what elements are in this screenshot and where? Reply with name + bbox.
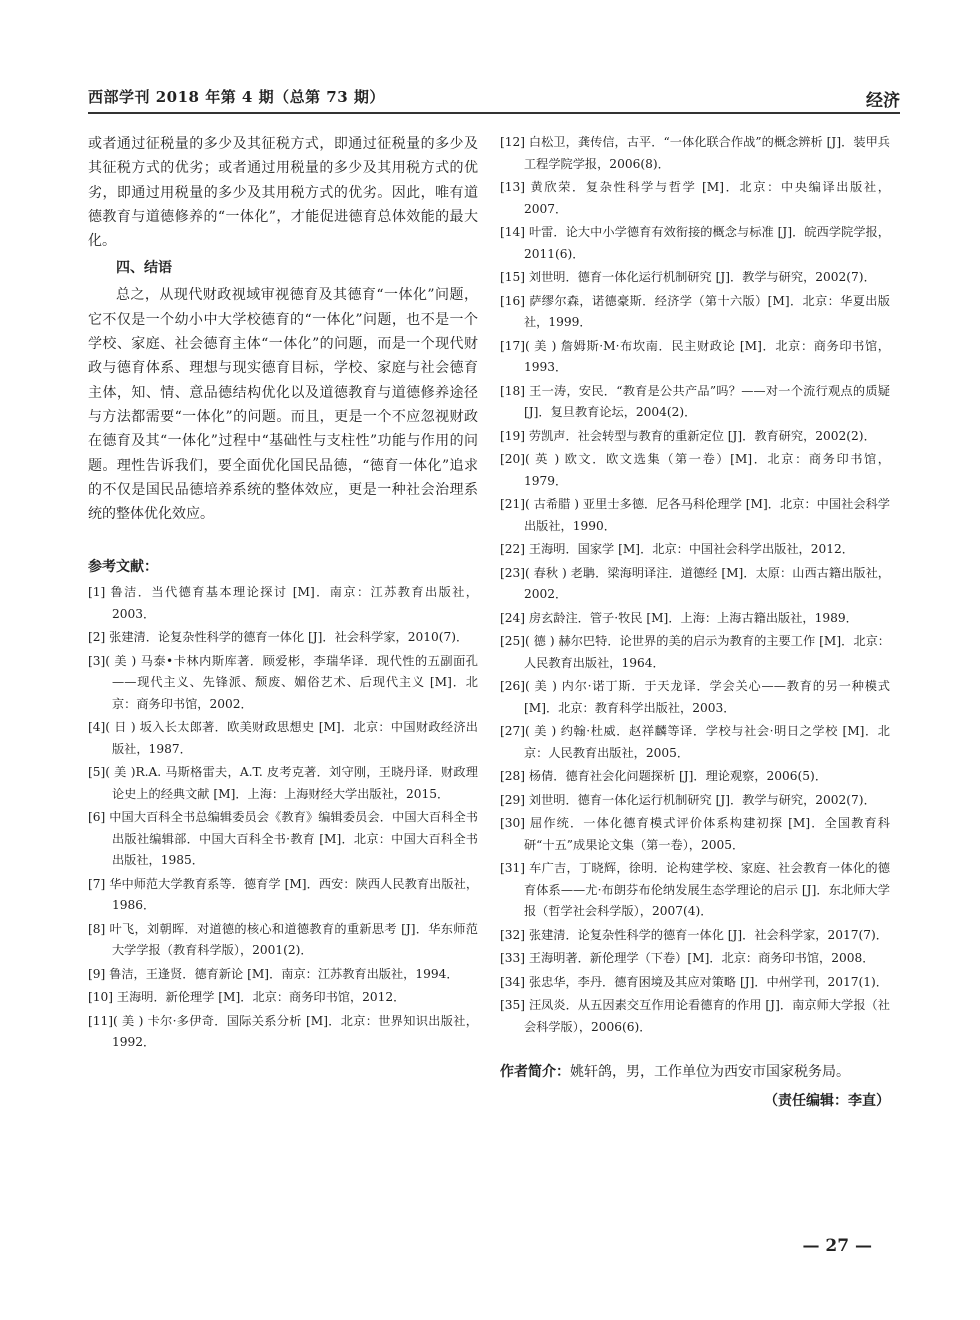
reference-list-left (88, 582, 478, 1054)
reference-item: [23]( 春秋 ) 老聃．梁海明译注．道德经 [M]．太原：山西古籍出版社，2002． (500, 565, 890, 601)
section-heading-conclusion: 四、结语 (116, 260, 172, 277)
section-label: 经济 (866, 91, 900, 111)
reference-item: [20]( 英 ) 欧文．欧文选集（第一卷）[M]．北京：商务印书馆，1979． (500, 452, 890, 488)
reference-list-right (500, 132, 890, 1038)
reference-item: [25]( 德 ) 赫尔巴特．论世界的美的启示为教育的主要工作 [M]．北京：人民教育出版社，1964． (500, 634, 890, 670)
responsible-editor: （责任编辑：李直） (764, 1093, 890, 1109)
reference-item: [31] 车广吉，丁晓辉，徐明．论构建学校、家庭、社会教育一体化的德育体系——尤·布朗芬布伦纳发展生态学理论的启示 [J]．东北师大学报（哲学社会科学版），2007(4)． (500, 861, 890, 918)
reference-item: [27]( 美 ) 约翰·杜威．赵祥麟等译．学校与社会·明日之学校 [M]．北京：人民教育出版社，2005． (500, 724, 890, 760)
right-column (500, 132, 890, 1110)
reference-item: [5]( 美 )R.A. 马斯格雷夫，A.T. 皮考克著．刘守刚，王晓丹译．财政理论史上的经典文献 [M]．上海：上海财经大学出版社，2015． (88, 765, 478, 801)
reference-item: [12] 白松卫，龚传信，古平．“一体化联合作战”的概念辨析 [J]．装甲兵工程学院学报，2006(8)． (500, 135, 890, 171)
reference-item: [4]( 日 ) 坂入长太郎著．欧美财政思想史 [M]．北京：中国财政经济出版社，1987． (88, 720, 478, 756)
reference-item: [9] 鲁洁，王逢贤．德育新论 [M]．南京：江苏教育出版社，1994． (88, 966, 459, 981)
reference-item: [28] 杨倩．德育社会化问题探析 [J]．理论观察，2006(5)． (500, 769, 828, 783)
reference-item: [22] 王海明．国家学 [M]．北京：中国社会科学出版社，2012． (500, 542, 854, 556)
author-text: 姚轩鸽，男，工作单位为西安市国家税务局。 (570, 1064, 850, 1080)
reference-item: [21]( 古希腊 ) 亚里士多德．尼各马科伦理学 [M]．北京：中国社会科学出版社，1990． (500, 497, 890, 533)
reference-item: [6] 中国大百科全书总编辑委员会《教育》编辑委员会．中国大百科全书出版社编辑部．中国大百科全书·教育 [M]．北京：中国大百科全书出版社，1985． (88, 810, 478, 868)
references-title: 参考文献： (88, 559, 158, 576)
reference-item: [29] 刘世明．德育一体化运行机制研究 [J]．教学与研究，2002(7)． (500, 792, 876, 807)
reference-item: [33] 王海明著．新伦理学（下卷）[M]．北京：商务印书馆，2008． (500, 951, 875, 965)
author-label: 作者简介： (500, 1064, 570, 1080)
reference-item: [19] 劳凯声．社会转型与教育的重新定位 [J]．教育研究，2002(2)． (500, 428, 876, 443)
reference-item: [14] 叶雷．论大中小学德育有效衔接的概念与标准 [J]．皖西学院学报，2011(6)． (500, 225, 890, 261)
page-header (88, 78, 900, 114)
reference-item: [2] 张建清．论复杂性科学的德育一体化 [J]．社会科学家，2010(7)． (88, 630, 469, 645)
reference-item: [34] 张忠华，李丹．德育困境及其应对策略 [J]．中州学刊，2017(1)． (500, 974, 888, 989)
reference-item: [32] 张建清．论复杂性科学的德育一体化 [J]．社会科学家，2017(7)． (500, 927, 888, 942)
reference-item: [7] 华中师范大学教育系等．德育学 [M]．西安：陕西人民教育出版社，1986． (88, 876, 478, 913)
reference-item: [15] 刘世明．德育一体化运行机制研究 [J]．教学与研究，2002(7)． (500, 270, 876, 284)
header-rule (88, 112, 900, 114)
reference-item: [17]( 美 ) 詹姆斯·M·布坎南．民主财政论 [M]．北京：商务印书馆，1993． (500, 338, 890, 374)
author-bio (500, 1060, 890, 1084)
reference-item: [35] 汪凤炎．从五因素交互作用论看德育的作用 [J]．南京师大学报（社会科学版），2006(6)． (500, 998, 890, 1034)
reference-item: [11]( 美 ) 卡尔·多伊奇．国际关系分析 [M]．北京：世界知识出版社，1992． (88, 1013, 478, 1050)
reference-item: [24] 房玄龄注．管子·牧民 [M]．上海：上海古籍出版社，1989． (500, 610, 858, 625)
journal-title: 西部学刊 2018 年第 4 期（总第 73 期） (88, 88, 385, 106)
body-paragraph-1: 或者通过征税量的多少及其征税方式，即通过征税量的多少及其征税方式的优劣；或者通过用税量的多少及其用税方式的优劣，即通过用税量的多少及其用税方式的优劣。因此，唯有道德教育与道德修养的“一体化”，才能促进德育总体效能的最大化。 (88, 136, 478, 250)
page-number: — 27 — (802, 1236, 872, 1256)
left-column (88, 132, 478, 1056)
reference-item: [1] 鲁洁．当代德育基本理论探讨 [M]．南京：江苏教育出版社，2003． (88, 585, 478, 621)
reference-item: [10] 王海明．新伦理学 [M]．北京：商务印书馆，2012． (88, 990, 406, 1005)
reference-item: [30] 屈作统．一体化德育模式评价体系构建初探 [M]．全国教育科研“十五”成果论文集（第一卷），2005． (500, 816, 890, 852)
reference-item: [26]( 美 ) 内尔·诺丁斯．于天龙译．学会关心——教育的另一种模式 [M]．北京：教育科学出版社，2003． (500, 679, 890, 715)
reference-item: [3]( 美 ) 马泰•卡林内斯库著．顾爱彬，李瑞华译．现代性的五副面孔——现代主义、先锋派、颓废、媚俗艺术、后现代主义 [M]．北京：商务印书馆，2002． (88, 653, 478, 711)
reference-item: [8] 叶飞，刘朝晖．对道德的核心和道德教育的重新思考 [J]．华东师范大学学报（教育科学版），2001(2)． (88, 921, 478, 958)
reference-item: [18] 王一涛，安民．“教育是公共产品”吗？——对一个流行观点的质疑 [J]．复旦教育论坛，2004(2)． (500, 383, 890, 419)
reference-item: [16] 萨缪尔森，诺德豪斯．经济学（第十六版）[M]．北京：华夏出版社，1999． (500, 293, 890, 329)
body-paragraph-2: 总之，从现代财政视域审视德育及其德育“一体化”问题，它不仅是一个幼小中大学校德育的“一体化”问题，也不是一个学校、家庭、社会德育主体“一体化”的问题，而是一个现代财政与德育体系、理想与现实德育目标，学校、家庭与社会德育主体，知、情、意品德结构优化以及道德教育与道德修养途径与方法都需要“一体化”的问题。而且，更是一个不应忽视财政在德育及其“一体化”过程中“基础性与支柱性”功能与作用的问题。理性告诉我们，要全面优化国民品德，“德育一体化”追求的不仅是国民品德培养系统的整体效应，更是一种社会治理系统的整体优化效应。 (88, 287, 478, 523)
reference-item: [13] 黄欣荣．复杂性科学与哲学 [M]．北京：中央编译出版社，2007． (500, 180, 890, 216)
